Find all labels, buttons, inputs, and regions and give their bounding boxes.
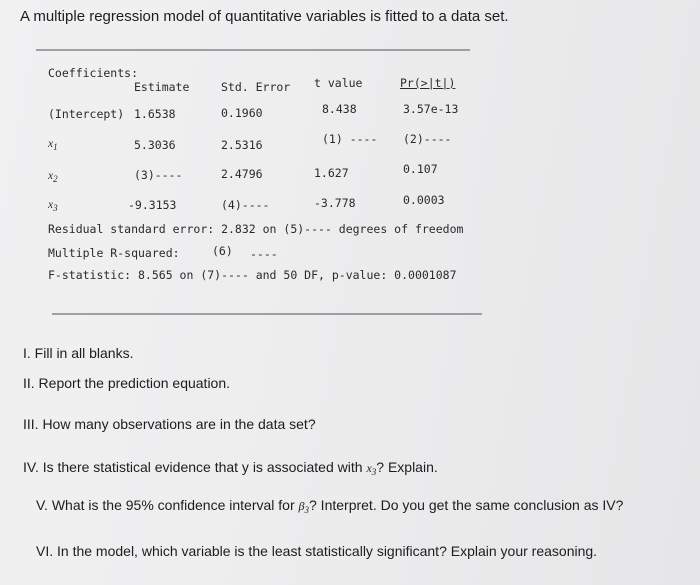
row-intercept-name: (Intercept) [48,107,125,121]
f-statistic: F-statistic: 8.565 on (7)---- and 50 DF, p-value: 0.0001087 [48,268,457,282]
row-x2-pr: 0.107 [403,162,438,176]
row-x1-name: $x_1$ [48,138,58,152]
row-x3-pr: 0.0003 [403,193,445,207]
question-2: II. Report the prediction equation. [23,375,231,391]
row-x3-name: $x_3$ [48,199,58,213]
question-3: III. How many observations are in the data set? [23,416,316,432]
row-x2-t-value: 1.627 [314,166,349,180]
problem-title: A multiple regression model of quantitative variables is fitted to a data set. [20,8,509,25]
multiple-r-squared-label: Multiple R-squared: [48,246,180,260]
bottom-divider [52,313,482,315]
row-intercept-std-error: 0.1960 [221,106,263,120]
row-x3-std-error: (4)---- [221,198,270,212]
multiple-r-squared-blank: ---- [250,247,278,261]
question-1: I. Fill in all blanks. [23,345,134,361]
top-divider [36,49,470,51]
row-x1-estimate: 5.3036 [134,138,176,152]
coefficients-label: Coefficients: [48,66,139,80]
row-x3-t-value: -3.778 [314,196,356,210]
row-intercept-t-value: 8.438 [322,102,357,116]
row-x2-name: $x_2$ [48,170,58,184]
row-x2-std-error: 2.4796 [221,167,263,181]
header-pr: Pr(>|t|) [400,76,456,90]
residual-standard-error: Residual standard error: 2.832 on (5)---- degrees of freedom [48,222,464,236]
multiple-r-squared-value: (6) [212,244,233,258]
question-4: IV. Is there statistical evidence that y is associated with $x_3$? Explain. [23,459,438,477]
row-intercept-pr: 3.57e-13 [403,102,459,116]
row-intercept-estimate: 1.6538 [134,107,176,121]
row-x1-pr: (2)---- [403,132,452,146]
question-6: VI. In the model, which variable is the least statistically significant? Explain your reasoning. [36,543,598,559]
header-t-value: t value [314,76,363,90]
question-5: V. What is the 95% confidence interval for $\beta_3$? Interpret. Do you get the same conclusion as IV? [36,497,624,515]
header-std-error: Std. Error [221,80,291,94]
header-estimate: Estimate [134,80,190,94]
row-x3-estimate: -9.3153 [128,198,177,212]
row-x2-estimate: (3)---- [134,168,183,182]
row-x1-t-value: (1) ---- [322,132,378,146]
row-x1-std-error: 2.5316 [221,138,263,152]
